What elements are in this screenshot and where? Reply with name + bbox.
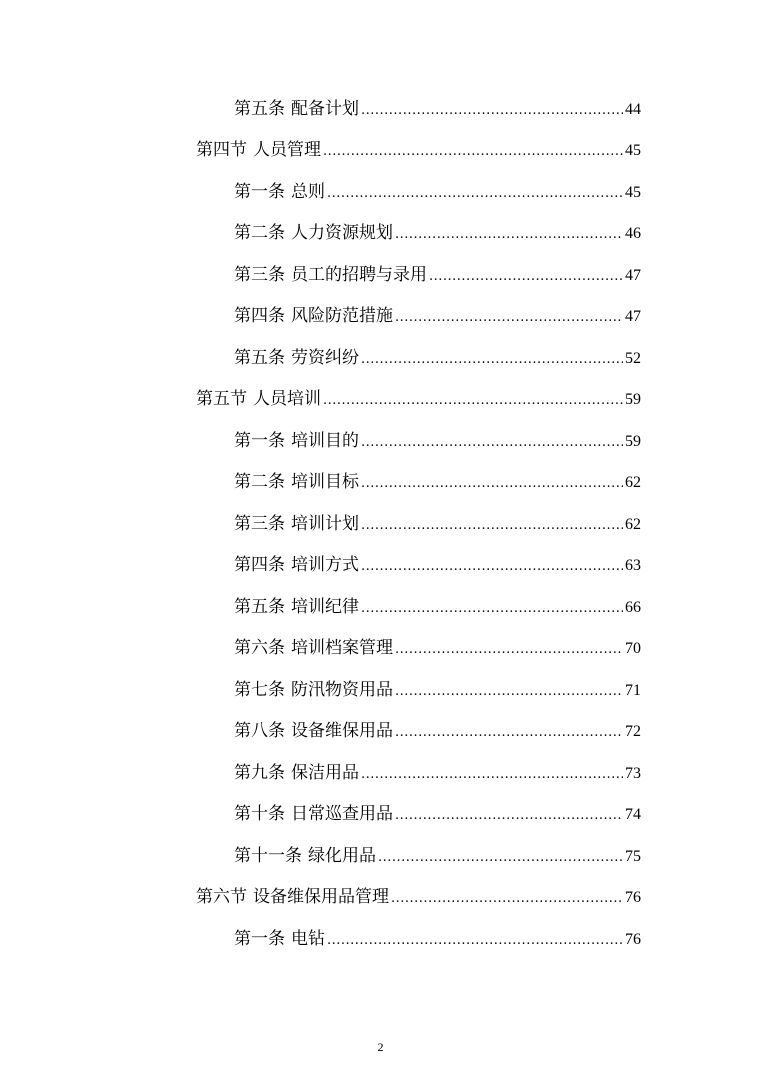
toc-entry-title: 培训目标: [291, 472, 359, 493]
toc-entry-number: 第五条: [234, 347, 285, 368]
toc-entry-label: [234, 846, 376, 866]
toc-row: [0, 504, 761, 546]
toc-article-entry[interactable]: [234, 99, 641, 121]
toc-entry-title: 风险防范措施: [291, 306, 393, 327]
toc-row: [0, 919, 761, 961]
toc-dot-leader: [395, 640, 623, 660]
toc-page-number: 52: [625, 349, 641, 367]
toc-dot-leader: [323, 391, 623, 411]
toc-page-number: 62: [625, 474, 641, 492]
toc-entry-label: [234, 638, 393, 658]
toc-entry-number: 第六条: [234, 638, 285, 659]
toc-row: [0, 795, 761, 837]
toc-page-number: 45: [625, 183, 641, 201]
toc-row: [0, 463, 761, 505]
toc-dot-leader: [391, 889, 623, 909]
toc-article-entry[interactable]: [234, 929, 641, 951]
toc-entry-number: 第一条: [234, 430, 285, 451]
toc-dot-leader: [327, 931, 623, 951]
toc-entry-title: 培训档案管理: [291, 638, 393, 659]
toc-row: [0, 89, 761, 131]
toc-dot-leader: [361, 765, 623, 785]
toc-article-entry[interactable]: [234, 846, 641, 868]
toc-entry-title: 电钻: [291, 928, 325, 949]
toc-entry-number: 第五条: [234, 596, 285, 617]
toc-entry-label: [234, 472, 359, 492]
toc-dot-leader: [361, 516, 623, 536]
toc-article-entry[interactable]: [234, 555, 641, 577]
toc-page-number: 76: [625, 889, 641, 907]
toc-page-number: 72: [625, 723, 641, 741]
toc-entry-number: 第一条: [234, 181, 285, 202]
toc-entry-label: [234, 763, 359, 783]
toc-article-entry[interactable]: [234, 721, 641, 743]
toc-entry-title: 总则: [291, 181, 325, 202]
toc-section-entry[interactable]: [196, 887, 641, 909]
toc-row: [0, 629, 761, 671]
toc-dot-leader: [395, 225, 623, 245]
toc-page-number: 74: [625, 806, 641, 824]
toc-page-number: 59: [625, 391, 641, 409]
toc-dot-leader: [378, 848, 623, 868]
toc-row: [0, 338, 761, 380]
toc-article-entry[interactable]: [234, 265, 641, 287]
toc-section-entry[interactable]: [196, 389, 641, 411]
toc-entry-label: [234, 182, 325, 202]
toc-entry-number: 第五节: [196, 389, 247, 410]
toc-dot-leader: [361, 474, 623, 494]
toc-entry-title: 人员管理: [253, 140, 321, 161]
toc-article-entry[interactable]: [234, 514, 641, 536]
toc-dot-leader: [429, 267, 623, 287]
toc-entry-number: 第一条: [234, 928, 285, 949]
toc-entry-label: [234, 555, 359, 575]
toc-page-number: 73: [625, 764, 641, 782]
toc-entry-label: [234, 265, 427, 285]
toc-entry-label: [196, 887, 389, 907]
toc-row: [0, 380, 761, 422]
toc-entry-label: [234, 680, 393, 700]
toc-page-number: 71: [625, 681, 641, 699]
toc-row: [0, 255, 761, 297]
toc-entry-title: 员工的招聘与录用: [291, 264, 427, 285]
toc-dot-leader: [395, 682, 623, 702]
toc-article-entry[interactable]: [234, 223, 641, 245]
toc-row: [0, 587, 761, 629]
toc-article-entry[interactable]: [234, 763, 641, 785]
toc-entry-title: 人员培训: [253, 389, 321, 410]
toc-row: [0, 131, 761, 173]
toc-entry-title: 日常巡查用品: [291, 804, 393, 825]
toc-entry-title: 劳资纠纷: [291, 347, 359, 368]
toc-entry-number: 第七条: [234, 679, 285, 700]
toc-article-entry[interactable]: [234, 804, 641, 826]
toc-entry-number: 第八条: [234, 721, 285, 742]
toc-entry-number: 第三条: [234, 513, 285, 534]
toc-entry-label: [234, 348, 359, 368]
toc-entry-label: [196, 140, 321, 160]
toc-entry-title: 绿化用品: [308, 845, 376, 866]
toc-article-entry[interactable]: [234, 431, 641, 453]
toc-entry-number: 第三条: [234, 264, 285, 285]
toc-page-number: 45: [625, 142, 641, 160]
toc-entry-number: 第十条: [234, 804, 285, 825]
page-number: 2: [377, 1040, 384, 1054]
toc-page-number: 59: [625, 432, 641, 450]
toc-row: [0, 878, 761, 920]
toc-dot-leader: [361, 599, 623, 619]
toc-dot-leader: [361, 350, 623, 370]
toc-entry-title: 人力资源规划: [291, 223, 393, 244]
toc-entry-label: [234, 597, 359, 617]
toc-section-entry[interactable]: [196, 140, 641, 162]
toc-article-entry[interactable]: [234, 597, 641, 619]
toc-dot-leader: [361, 433, 623, 453]
toc-page-number: 76: [625, 930, 641, 948]
toc-article-entry[interactable]: [234, 472, 641, 494]
toc-entry-label: [196, 389, 321, 409]
toc-article-entry[interactable]: [234, 638, 641, 660]
toc-entry-label: [234, 223, 393, 243]
toc-dot-leader: [395, 806, 623, 826]
toc-dot-leader: [361, 557, 623, 577]
toc-entry-label: [234, 804, 393, 824]
toc-page-number: 44: [625, 100, 641, 118]
toc-entry-label: [234, 514, 359, 534]
toc-entry-number: 第二条: [234, 223, 285, 244]
toc-row: [0, 836, 761, 878]
toc-entry-title: 培训目的: [291, 430, 359, 451]
toc-page-number: 46: [625, 225, 641, 243]
toc-entry-number: 第二条: [234, 472, 285, 493]
toc-row: [0, 670, 761, 712]
toc-page-number: 62: [625, 515, 641, 533]
table-of-contents: [0, 89, 761, 961]
toc-entry-label: [234, 99, 359, 119]
toc-row: [0, 172, 761, 214]
toc-page-number: 70: [625, 640, 641, 658]
toc-entry-title: 培训纪律: [291, 596, 359, 617]
toc-page-number: 66: [625, 598, 641, 616]
toc-page-number: 63: [625, 557, 641, 575]
toc-dot-leader: [395, 308, 623, 328]
toc-entry-title: 培训计划: [291, 513, 359, 534]
toc-entry-title: 防汛物资用品: [291, 679, 393, 700]
toc-article-entry[interactable]: [234, 306, 641, 328]
toc-article-entry[interactable]: [234, 182, 641, 204]
toc-entry-title: 配备计划: [291, 98, 359, 119]
toc-entry-label: [234, 306, 393, 326]
toc-row: [0, 712, 761, 754]
toc-article-entry[interactable]: [234, 348, 641, 370]
toc-page-number: 47: [625, 308, 641, 326]
toc-entry-title: 保洁用品: [291, 762, 359, 783]
toc-row: [0, 421, 761, 463]
toc-entry-title: 培训方式: [291, 555, 359, 576]
toc-dot-leader: [323, 142, 623, 162]
toc-dot-leader: [395, 723, 623, 743]
toc-entry-title: 设备维保用品: [291, 721, 393, 742]
toc-entry-number: 第四节: [196, 140, 247, 161]
toc-row: [0, 753, 761, 795]
toc-entry-number: 第十一条: [234, 845, 302, 866]
toc-entry-label: [234, 929, 325, 949]
toc-entry-title: 设备维保用品管理: [253, 887, 389, 908]
toc-page-number: 47: [625, 266, 641, 284]
toc-row: [0, 214, 761, 256]
toc-entry-label: [234, 431, 359, 451]
toc-dot-leader: [327, 184, 623, 204]
toc-entry-number: 第四条: [234, 306, 285, 327]
toc-article-entry[interactable]: [234, 680, 641, 702]
toc-page-number: 75: [625, 847, 641, 865]
toc-entry-label: [234, 721, 393, 741]
toc-entry-number: 第四条: [234, 555, 285, 576]
toc-entry-number: 第九条: [234, 762, 285, 783]
toc-entry-number: 第六节: [196, 887, 247, 908]
toc-row: [0, 297, 761, 339]
toc-dot-leader: [361, 101, 623, 121]
toc-entry-number: 第五条: [234, 98, 285, 119]
toc-row: [0, 546, 761, 588]
